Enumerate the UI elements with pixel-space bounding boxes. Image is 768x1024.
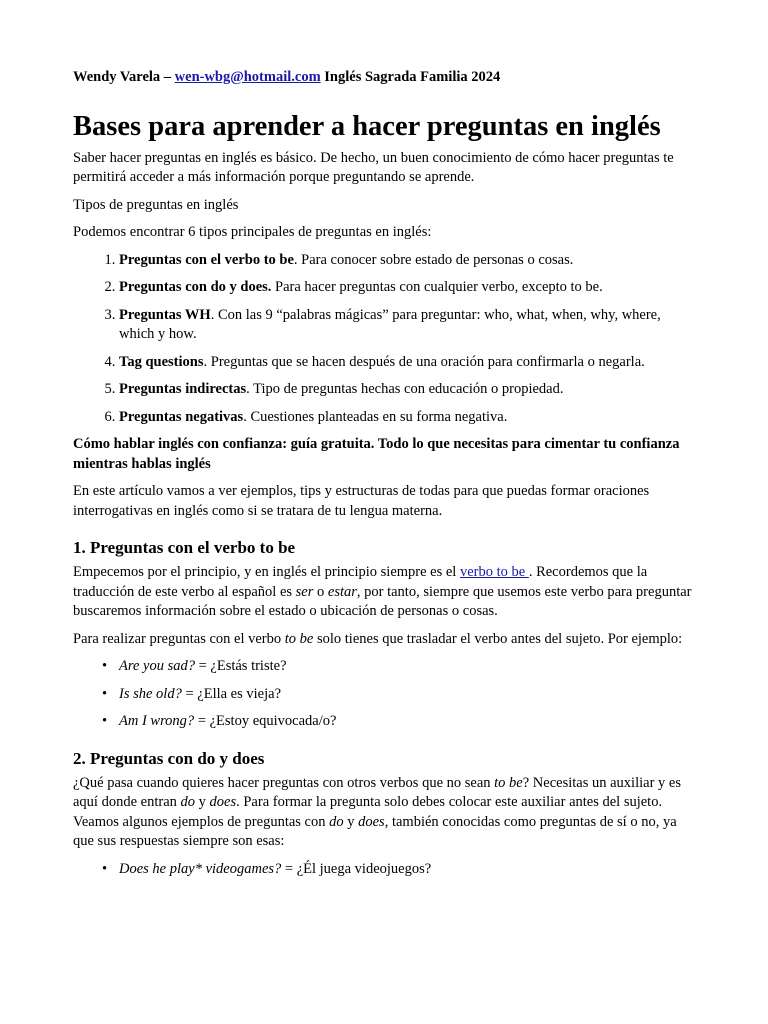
list-item xyxy=(119,306,698,345)
example-english: Are you sad? xyxy=(119,658,195,674)
item-title: Preguntas con do y does. xyxy=(119,279,272,295)
bullet-icon: • xyxy=(102,685,108,702)
do-does-examples-list xyxy=(73,860,698,880)
example-english: Is she old? xyxy=(119,685,182,702)
item-text: . Para conocer sobre estado de personas o cosas. xyxy=(293,251,574,268)
example-english: Am I wrong? xyxy=(119,713,195,729)
item-title: Preguntas negativas xyxy=(119,408,244,425)
item-text: . Tipo de preguntas hechas con educación o propiedad. xyxy=(246,381,564,397)
section-1-heading: 1. Preguntas con el verbo to be xyxy=(73,538,296,557)
example-english: Does he play* videogames? xyxy=(119,860,282,877)
types-intro: Podemos encontrar 6 tipos principales de preguntas en inglés: xyxy=(73,224,432,240)
header-suffix: Inglés Sagrada Familia 2024 xyxy=(320,69,501,85)
list-item xyxy=(102,685,698,705)
to-be-examples-list xyxy=(73,657,698,732)
list-item xyxy=(102,712,698,732)
section-2-paragraph: ¿Qué pasa cuando quieres hacer preguntas con otros verbos que no sean to be? Necesitas un auxiliar y es aquí donde entran do y does. Para formar la pregunta solo debes colocar este auxiliar antes del sujeto. Veamos algunos ejemplos de preguntas con do y does, también conocidas como preguntas de sí o no, ya que sus respuestas siempre son esas: xyxy=(73,774,681,849)
item-title: Preguntas indirectas xyxy=(119,381,247,397)
item-text: . Con las 9 “palabras mágicas” para preguntar: who, what, when, why, where, which y how. xyxy=(119,306,661,342)
item-text: . Preguntas que se hacen después de una oración para confirmarla o negarla. xyxy=(203,353,645,370)
item-text: Para hacer preguntas con cualquier verbo, excepto to be. xyxy=(271,279,603,295)
list-item xyxy=(119,353,698,373)
item-text: . Cuestiones planteadas en su forma negativa. xyxy=(243,408,508,425)
types-heading: Tipos de preguntas en inglés xyxy=(73,196,239,213)
example-spanish: = ¿Estoy equivocada/o? xyxy=(194,713,337,729)
list-item xyxy=(102,860,698,880)
bullet-icon: • xyxy=(102,658,108,674)
list-item xyxy=(102,657,698,677)
author-name: Wendy Varela – xyxy=(73,69,175,85)
item-title: Preguntas con el verbo to be xyxy=(119,251,294,268)
list-item xyxy=(119,408,698,428)
item-title: Preguntas WH xyxy=(119,306,211,323)
email-link[interactable]: wen-wbg@hotmail.com xyxy=(174,69,321,85)
verbo-to-be-link[interactable]: verbo to be xyxy=(459,564,529,580)
section-1-paragraph-2: Para realizar preguntas con el verbo to be solo tienes que trasladar el verbo antes del sujeto. Por ejemplo: xyxy=(73,630,683,647)
guide-note: Cómo hablar inglés con confianza: guía gratuita. Todo lo que necesitas para cimentar tu confianza mientras hablas inglés xyxy=(73,436,680,472)
bullet-icon: • xyxy=(102,713,108,729)
article-intro: En este artículo vamos a ver ejemplos, tips y estructuras de todas para que puedas formar oraciones interrogativas en inglés como si se tratara de tu lengua materna. xyxy=(73,483,650,519)
example-spanish: = ¿Ella es vieja? xyxy=(181,685,282,702)
section-1-paragraph-1: Empecemos por el principio, y en inglés el principio siempre es el verbo to be . Recordemos que la traducción de este verbo al español es ser o estar, por tanto, siempre que usemos este verbo para preguntar buscaremos información sobre el estado o ubicación de personas o cosas. xyxy=(73,564,692,619)
section-2-heading: 2. Preguntas con do y does xyxy=(73,748,265,768)
example-spanish: = ¿Él juega videojuegos? xyxy=(281,860,432,877)
bullet-icon: • xyxy=(102,860,108,877)
question-types-list xyxy=(73,251,698,428)
example-spanish: = ¿Estás triste? xyxy=(194,658,287,674)
item-title: Tag questions xyxy=(119,353,204,370)
document-header xyxy=(73,68,698,88)
list-item xyxy=(119,380,698,400)
list-item xyxy=(119,278,698,298)
page-title: Bases para aprender a hacer preguntas en inglés xyxy=(73,110,661,142)
list-item xyxy=(119,251,698,271)
intro-paragraph: Saber hacer preguntas en inglés es básico. De hecho, un buen conocimiento de cómo hacer preguntas te permitirá acceder a más información porque preguntando se aprende. xyxy=(73,149,674,185)
